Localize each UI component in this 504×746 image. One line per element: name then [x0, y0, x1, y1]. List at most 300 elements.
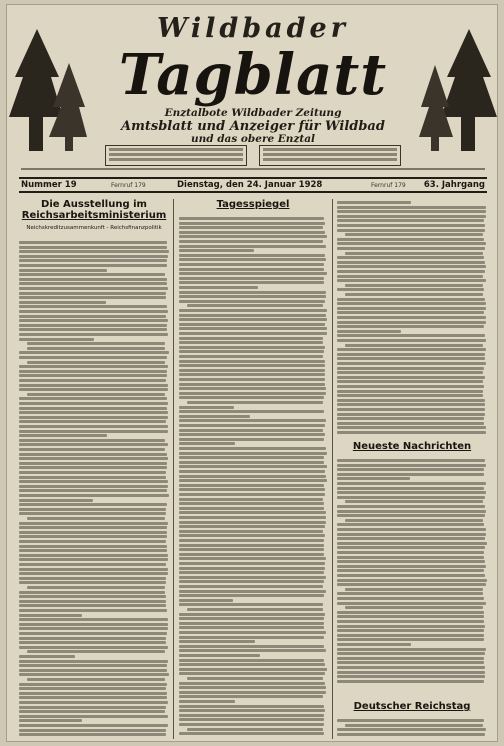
body-text-line: [337, 680, 484, 683]
body-text-line: [337, 330, 401, 333]
body-text-line: [19, 296, 166, 299]
body-text-line: [337, 510, 486, 513]
body-text-line: [337, 597, 484, 600]
body-text-line: [337, 367, 484, 370]
body-text-line: [19, 246, 167, 249]
body-text-line: [179, 350, 324, 353]
body-text-line: [179, 626, 324, 629]
body-text-line: [337, 728, 486, 731]
body-text-line: [179, 493, 325, 496]
body-text-line: [19, 282, 167, 285]
publisher-info-box-right: [259, 145, 401, 166]
body-text-line: [179, 553, 324, 556]
body-text-line: [337, 629, 484, 632]
body-text-line: [337, 565, 486, 568]
article-headline: Deutscher Reichstag: [353, 701, 471, 712]
body-text-line: [179, 691, 326, 694]
body-text-line: [337, 652, 485, 655]
body-text-line: [19, 310, 168, 313]
body-text-line: [19, 407, 167, 410]
body-text-line: [337, 537, 485, 540]
body-text-line: [337, 615, 484, 618]
body-text-line: [345, 500, 483, 503]
body-text-line: [179, 617, 324, 620]
column-1: [19, 199, 169, 739]
body-text-line: [337, 362, 486, 365]
body-text-line: [337, 643, 411, 646]
body-text-line: [179, 456, 324, 459]
body-text-line: [179, 682, 325, 685]
body-text-line: [337, 275, 483, 278]
body-text-line: [179, 268, 324, 271]
body-text-line: [19, 430, 168, 433]
body-text-line: [179, 672, 325, 675]
body-text-line: [179, 396, 324, 399]
body-text-line: [19, 614, 82, 617]
body-text-line: [179, 295, 326, 298]
body-text-line: [19, 379, 166, 382]
body-text-line: [19, 370, 167, 373]
body-text-line: [179, 309, 327, 312]
body-text-line: [19, 554, 168, 557]
body-text-line: [187, 608, 323, 611]
masthead: [7, 5, 498, 177]
body-text-line: [179, 429, 323, 432]
body-text-line: [179, 383, 325, 386]
body-text-line: [179, 475, 326, 478]
body-text-line: [337, 482, 486, 485]
body-text-line: [179, 585, 323, 588]
body-text-line: [337, 417, 484, 420]
body-text-line: [337, 505, 485, 508]
body-text-line: [337, 634, 484, 637]
body-text-line: [19, 646, 168, 649]
body-text-line: [19, 402, 168, 405]
body-text-line: [19, 273, 165, 276]
body-text-line: [179, 465, 327, 468]
body-text-line: [179, 263, 324, 266]
body-text-line: [19, 448, 165, 451]
body-text-line: [179, 419, 326, 422]
body-text-line: [19, 466, 167, 469]
body-text-line: [179, 590, 326, 593]
body-text-line: [19, 664, 167, 667]
body-text-line: [179, 718, 324, 721]
body-text-line: [179, 410, 324, 413]
body-text-line: [345, 519, 483, 522]
body-text-line: [19, 351, 169, 354]
body-text-line: [179, 452, 327, 455]
body-text-line: [337, 353, 485, 356]
body-text-line: [179, 217, 324, 220]
body-text-line: [179, 327, 327, 330]
body-text-line: [337, 298, 485, 301]
body-text-line: [345, 724, 483, 727]
body-text-line: [337, 560, 485, 563]
body-text-line: [19, 278, 167, 281]
body-text-line: [19, 485, 168, 488]
body-text-line: [179, 424, 325, 427]
body-text-line: [179, 286, 258, 289]
body-text-line: [337, 206, 486, 209]
body-text-line: [337, 422, 484, 425]
body-text-line: [179, 636, 324, 639]
body-text-line: [337, 431, 486, 434]
body-text-line: [337, 242, 486, 245]
body-text-line: [179, 663, 325, 666]
body-text-line: [187, 728, 323, 731]
body-text-line: [337, 556, 484, 559]
body-text-line: [179, 392, 326, 395]
body-text-line: [19, 315, 166, 318]
column-2: [179, 199, 327, 739]
body-text-line: [337, 638, 484, 641]
body-text-line: [337, 719, 484, 722]
body-text-line: [337, 579, 487, 582]
body-text-line: [337, 491, 486, 494]
body-text-line: [337, 219, 484, 222]
article-headline: Neueste Nachrichten: [352, 441, 472, 452]
body-text-line: [337, 224, 485, 227]
body-text-line: [27, 586, 165, 589]
article-headline: Reichsarbeitsministerium: [21, 210, 167, 221]
body-text-line: [19, 568, 168, 571]
body-text-line: [19, 319, 168, 322]
body-text-line: [337, 473, 484, 476]
body-text-line: [19, 540, 166, 543]
body-text-line: [337, 666, 485, 669]
body-text-line: [337, 661, 484, 664]
masthead-subtitle-1: Enztalbote Wildbader Zeitung: [164, 107, 342, 119]
body-text-line: [179, 277, 324, 280]
body-text-line: [337, 311, 484, 314]
body-text-line: [345, 252, 483, 255]
body-text-line: [345, 588, 483, 591]
body-text-line: [337, 376, 485, 379]
body-text-line: [19, 305, 167, 308]
body-text-line: [19, 683, 167, 686]
body-text-line: [19, 420, 166, 423]
body-text-line: [19, 411, 168, 414]
body-text-line: [179, 645, 324, 648]
body-text-line: [19, 471, 166, 474]
body-text-line: [179, 222, 325, 225]
body-text-line: [179, 709, 325, 712]
body-text-line: [19, 397, 167, 400]
body-text-line: [345, 293, 483, 296]
imprint-strip: [21, 167, 485, 172]
body-text-line: [179, 337, 323, 340]
body-text-line: [337, 592, 483, 595]
body-text-line: [337, 477, 410, 480]
publisher-info-box-left: [105, 145, 247, 166]
body-text-line: [337, 583, 486, 586]
body-text-line: [19, 558, 168, 561]
body-text-line: [179, 387, 326, 390]
body-text-line: [179, 557, 326, 560]
body-text-line: [337, 528, 486, 531]
body-text-line: [337, 468, 484, 471]
body-text-line: [19, 710, 165, 713]
body-text-line: [337, 542, 487, 545]
body-text-line: [19, 701, 168, 704]
body-text-line: [19, 600, 166, 603]
body-text-line: [337, 620, 484, 623]
body-text-line: [19, 324, 167, 327]
body-text-line: [27, 650, 165, 653]
body-text-line: [179, 580, 324, 583]
body-text-line: [179, 622, 324, 625]
body-text-line: [27, 678, 165, 681]
body-text-line: [19, 627, 168, 630]
body-text-line: [337, 270, 485, 273]
body-text-line: [19, 577, 166, 580]
issue-date: Dienstag, den 24. Januar 1928: [177, 180, 323, 190]
body-text-line: [337, 265, 486, 268]
body-text-line: [337, 403, 485, 406]
body-text-line: [19, 655, 75, 658]
body-text-line: [337, 733, 485, 736]
body-text-line: [337, 334, 485, 337]
body-text-line: [19, 494, 169, 497]
body-text-line: [179, 323, 325, 326]
body-text-line: [179, 433, 325, 436]
body-text-line: [19, 264, 167, 267]
body-text-line: [19, 618, 168, 621]
body-text-line: [337, 201, 411, 204]
body-text-line: [179, 599, 233, 602]
body-text-line: [179, 360, 325, 363]
body-text-line: [179, 314, 326, 317]
body-text-line: [337, 413, 485, 416]
body-text-line: [19, 259, 167, 262]
body-text-line: [19, 503, 167, 506]
body-text-line: [179, 723, 324, 726]
body-text-line: [179, 461, 324, 464]
body-text-line: [337, 385, 484, 388]
body-text-line: [179, 594, 324, 597]
body-text-line: [179, 291, 326, 294]
body-text-line: [337, 380, 483, 383]
body-text-line: [179, 659, 324, 662]
body-text-line: [337, 546, 485, 549]
body-text-line: [19, 522, 168, 525]
body-text-line: [179, 732, 324, 735]
body-text-line: [19, 462, 167, 465]
body-text-line: [337, 348, 486, 351]
body-text-line: [179, 470, 325, 473]
body-text-line: [179, 567, 325, 570]
body-text-line: [337, 261, 485, 264]
body-text-line: [179, 442, 235, 445]
body-text-line: [179, 406, 234, 409]
body-text-line: [179, 571, 324, 574]
body-text-line: [19, 729, 166, 732]
body-text-line: [179, 235, 327, 238]
phone-right: Fernruf 179: [371, 182, 406, 189]
body-text-line: [337, 210, 486, 213]
body-text-line: [179, 516, 326, 519]
body-text-line: [27, 393, 165, 396]
body-text-line: [19, 692, 167, 695]
issue-number: Nummer 19: [21, 180, 77, 190]
body-text-line: [19, 719, 82, 722]
body-text-line: [179, 438, 324, 441]
body-text-line: [179, 488, 325, 491]
issue-date-bar: [19, 177, 487, 193]
body-text-line: [19, 434, 107, 437]
body-text-line: [19, 545, 167, 548]
body-text-line: [179, 714, 324, 717]
body-text-line: [337, 533, 486, 536]
masthead-subtitle-2: Amtsblatt und Anzeiger für Wildbad: [121, 119, 385, 134]
body-text-line: [337, 459, 485, 462]
body-text-line: [179, 631, 326, 634]
body-text-line: [19, 489, 167, 492]
issue-volume: 63. Jahrgang: [423, 180, 485, 190]
body-text-line: [179, 534, 325, 537]
body-text-line: [337, 394, 483, 397]
body-text-line: [19, 660, 168, 663]
body-text-line: [19, 687, 166, 690]
body-text-line: [19, 255, 168, 258]
body-text-line: [179, 254, 325, 257]
body-text-line: [337, 279, 486, 282]
body-text-line: [19, 453, 167, 456]
body-text-line: [337, 371, 483, 374]
body-text-line: [179, 705, 324, 708]
body-text-line: [179, 654, 260, 657]
body-text-line: [19, 328, 167, 331]
body-text-line: [337, 675, 485, 678]
body-text-line: [337, 657, 484, 660]
body-text-line: [345, 233, 483, 236]
body-text-line: [179, 240, 323, 243]
body-text-line: [337, 325, 484, 328]
body-text-line: [179, 415, 250, 418]
body-text-line: [19, 549, 167, 552]
article-headline: Die Ausstellung im: [41, 199, 147, 210]
body-text-line: [179, 521, 326, 524]
body-text-line: [345, 284, 483, 287]
body-text-line: [337, 238, 484, 241]
body-text-line: [179, 300, 325, 303]
masthead-title-top: Wildbader: [157, 13, 349, 44]
body-text-line: [19, 301, 106, 304]
body-text-line: [19, 623, 168, 626]
body-text-line: [19, 512, 166, 515]
body-text-line: [19, 609, 167, 612]
body-text-line: [27, 517, 165, 520]
body-text-line: [19, 535, 167, 538]
body-text-line: [345, 606, 483, 609]
body-text-line: [19, 531, 167, 534]
body-text-line: [337, 321, 486, 324]
column-rule-1: [173, 199, 174, 739]
body-text-line: [179, 525, 325, 528]
body-text-line: [337, 229, 485, 232]
body-text-line: [179, 341, 323, 344]
body-text-line: [19, 696, 167, 699]
body-text-line: [337, 339, 486, 342]
body-text-line: [19, 241, 167, 244]
body-text-line: [19, 287, 168, 290]
body-text-line: [19, 637, 166, 640]
body-text-line: [187, 677, 323, 680]
body-text-line: [337, 602, 486, 605]
body-text-line: [19, 724, 168, 727]
body-text-line: [337, 302, 486, 305]
body-text-line: [179, 576, 326, 579]
body-text-line: [179, 369, 325, 372]
body-text-line: [337, 408, 485, 411]
masthead-subtitle-3: und das obere Enztal: [190, 133, 316, 145]
body-text-line: [179, 231, 325, 234]
body-text-line: [179, 346, 325, 349]
article-subheadline: Neichskreditzusammenkunft - Reichsfinanzpolitik: [26, 225, 162, 231]
body-text-line: [179, 378, 325, 381]
body-text-line: [337, 399, 485, 402]
body-text-line: [179, 700, 235, 703]
body-text-line: [19, 526, 167, 529]
body-text-line: [179, 640, 255, 643]
body-text-line: [19, 476, 166, 479]
body-text-line: [19, 604, 166, 607]
body-text-line: [19, 641, 166, 644]
body-text-line: [179, 245, 326, 248]
body-text-line: [19, 425, 168, 428]
body-text-line: [19, 416, 168, 419]
body-text-line: [19, 384, 168, 387]
body-text-line: [337, 256, 484, 259]
body-text-line: [19, 250, 169, 253]
body-text-line: [179, 479, 327, 482]
body-text-line: [19, 673, 169, 676]
body-text-line: [337, 215, 486, 218]
body-text-line: [179, 447, 326, 450]
body-text-line: [179, 562, 325, 565]
newspaper-page: [6, 4, 498, 742]
body-text-line: [337, 569, 484, 572]
body-text-line: [337, 464, 486, 467]
body-text-line: [187, 304, 323, 307]
body-text-line: [179, 603, 323, 606]
body-text-line: [337, 426, 486, 429]
body-text-line: [19, 733, 166, 736]
body-text-line: [19, 632, 167, 635]
body-text-line: [19, 443, 168, 446]
body-text-line: [337, 648, 486, 651]
body-text-line: [179, 668, 327, 671]
body-text-line: [19, 581, 166, 584]
body-text-line: [179, 544, 324, 547]
body-text-line: [19, 292, 166, 295]
body-text-line: [337, 671, 485, 674]
body-text-line: [187, 401, 323, 404]
body-text-line: [19, 457, 168, 460]
body-text-line: [179, 249, 254, 252]
body-text-line: [179, 272, 327, 275]
body-text-line: [337, 390, 483, 393]
body-text-line: [337, 357, 485, 360]
body-text-line: [179, 613, 325, 616]
body-text-line: [19, 365, 168, 368]
body-text-line: [337, 611, 484, 614]
body-text-line: [345, 344, 483, 347]
body-text-line: [179, 226, 323, 229]
body-text-line: [337, 307, 486, 310]
body-text-line: [19, 499, 93, 502]
